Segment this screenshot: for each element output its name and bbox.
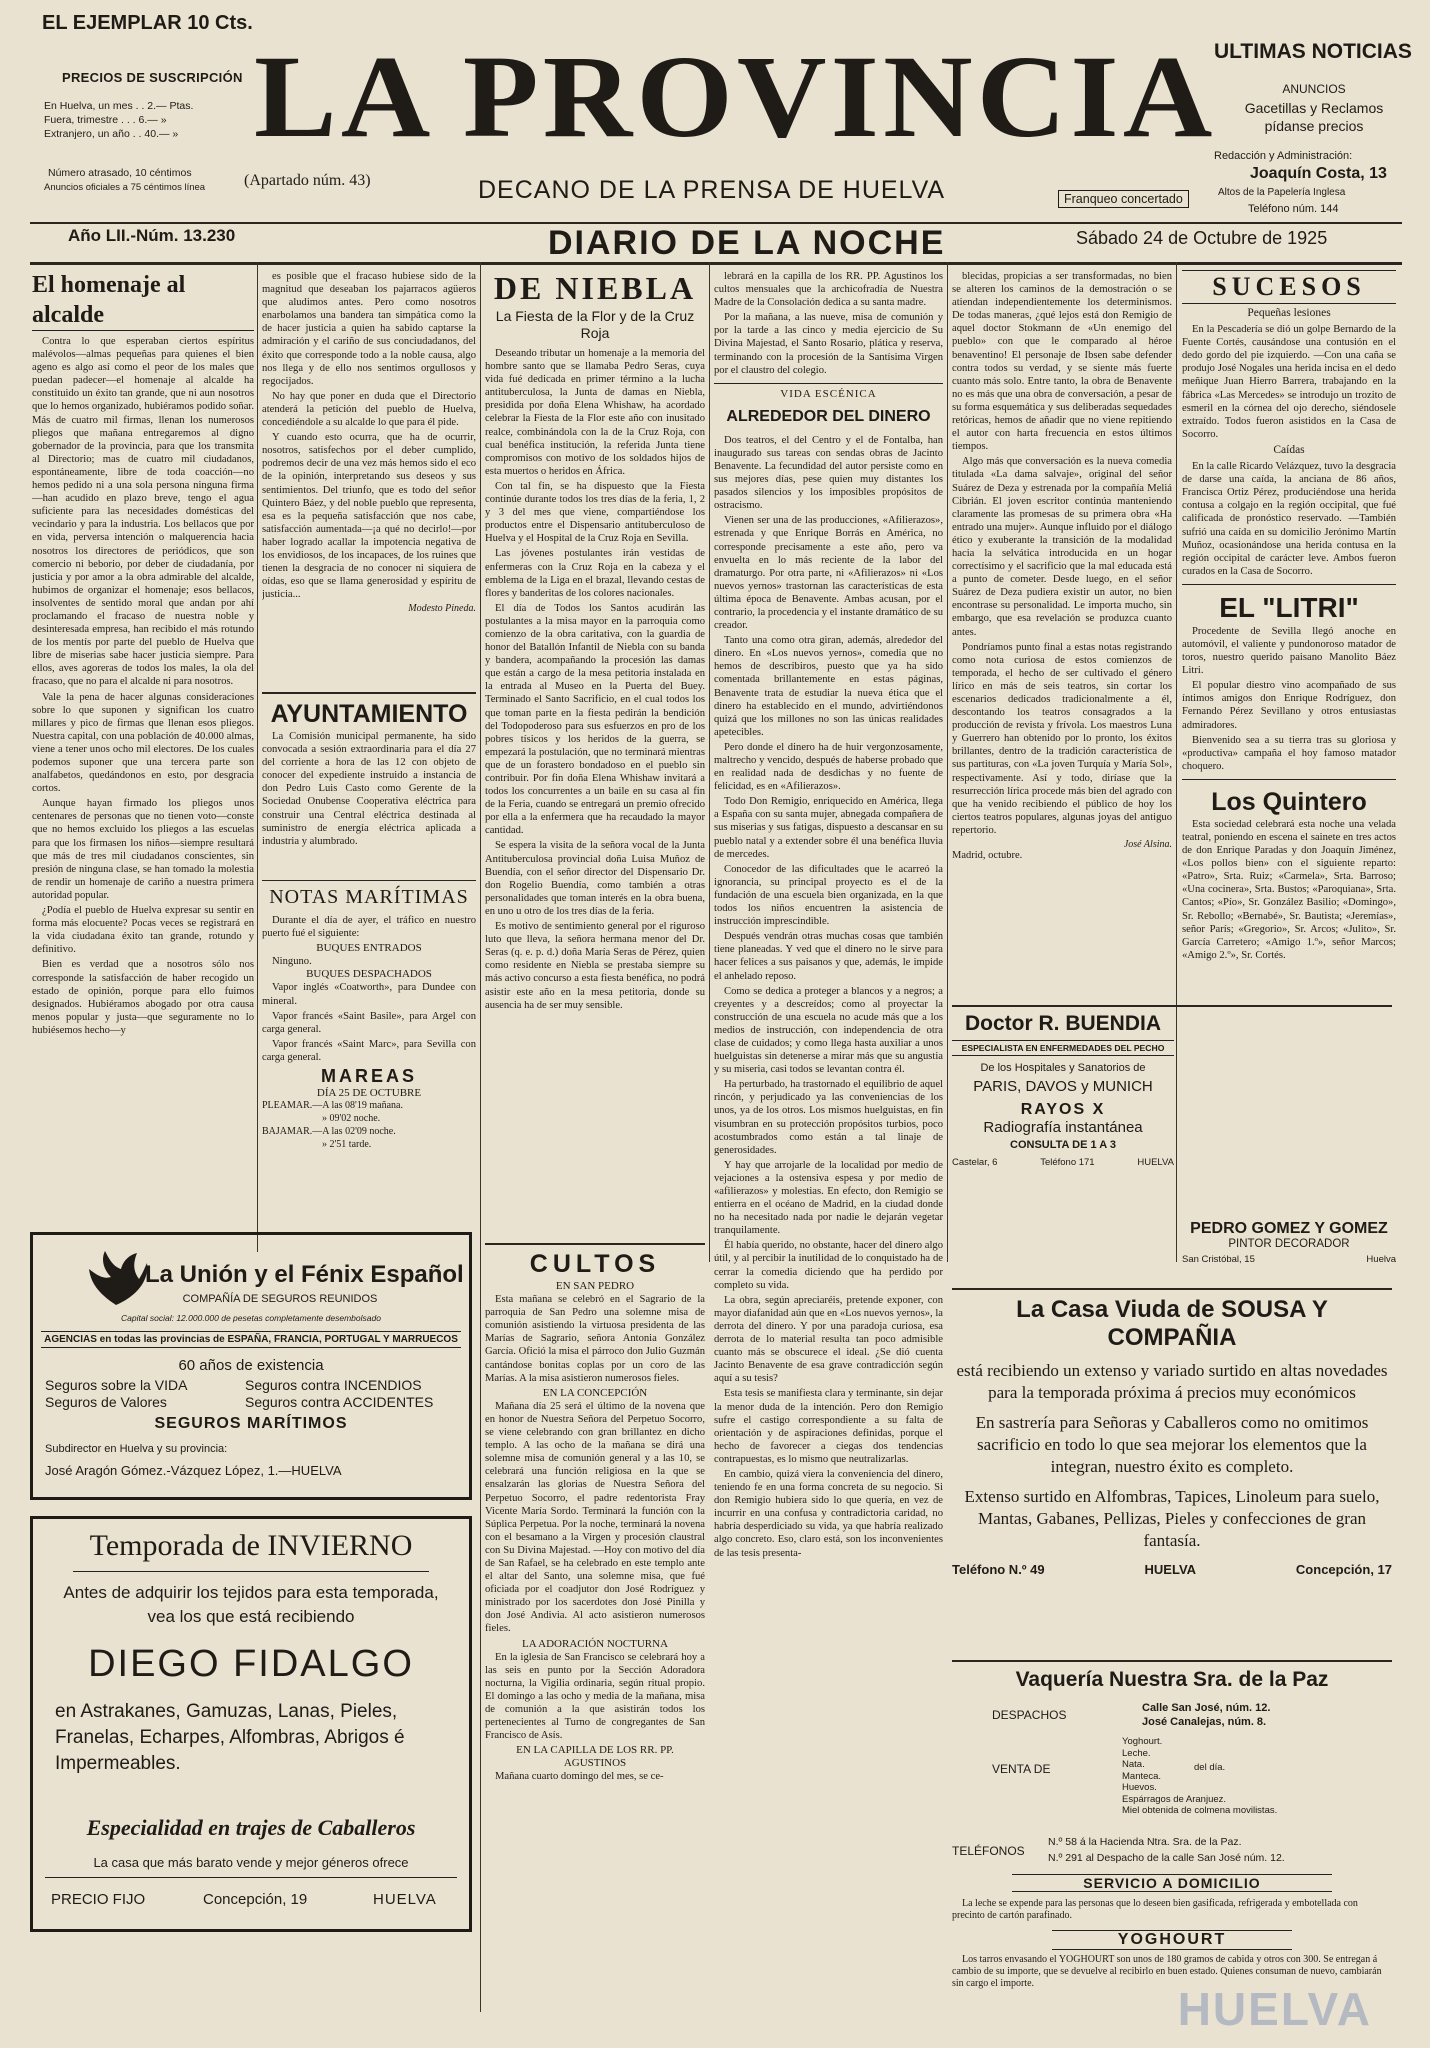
yoghourt-title: YOGHOURT [1052, 1930, 1292, 1950]
section-label: VIDA ESCÉNICA [780, 387, 877, 400]
article-paragraph: Y cuando esto ocurra, que ha de ocurrir, nosotros, satisfechos por el deber cumplido, podremos decir de una vez más hemos sido el eco de la opinión, interpretando sus deseos y sus sentimientos. Del triunfo, que es todo del señor Quintero Báez, y del noble pueblo que representa, esa es la pequeña satisfacción que nos cabe, satisfacción aumentada—¡a qué no decirlo!—por haber logrado acallar la impotencia negativa de los envidiosos, de los incapaces, de los ruines que tienen la desgracia de no conocer ni siquiera de oídas, eso que se llama generosidad y espíritu de justicia... [262, 432, 476, 601]
subscription-line: Fuera, trimestre . . . 6.— » [44, 114, 167, 126]
subheading: LA ADORACIÓN NOCTURNA [521, 1637, 669, 1650]
section-title: Los Quintero [1211, 787, 1367, 816]
article-paragraph: Vale la pena de hacer algunas consideraciones sobre lo que suponen y significan los cuatro millares y pico de firmas que llenan esos pliegos. Nuestra capital, con una población de 40.000 almas, viene a tener unos ocho mil electores. De los cuales podemos suponer que una tercera parte son analfabetos, quedándonos en esto, por desgracia cortos. [32, 691, 254, 795]
sousa-phone: Teléfono N.º 49 [952, 1562, 1045, 1577]
tide-row: » 2'51 tarde. [322, 1139, 372, 1151]
article-paragraph: Mañana día 25 será el último de la novena que en honor de Nuestra Señora del Perpetuo Socorro, se viene celebrando con gran brillantez en dicho templo. A las ocho de la mañana se dirá una solemne misa de comunión general y a las 10, se celebrará una función religiosa en la que se ensalzarán las glorias de Nuestra Señora del Perpetuo Socorro, el padre redentorista Fray Vicente María Sordo. Terminará la función con la Súplica Perpetua. Por la noche, terminará la novena con el besamano a la Virgen y procesión claustral con Su Divina Majestad. —Hoy con motivo del día de San Rafael, se ha celebrado en este templo ante el altar del Santo, una solemne misa, que fué oficiada por el coadjutor don José Rodríguez y ministrado por los sacerdotes don José Pinilla y don José Andivia. Al acto asistieron numerosos fieles. [485, 1400, 705, 1635]
sousa-paragraph: Extenso surtido en Alfombras, Tapices, Linoleum para suelo, Mantas, Gabanes, Pellizas, Pieles y confecciones de gran fantasía. [964, 1487, 1380, 1550]
sousa-title: La Casa Viuda de SOUSA Y COMPAÑIA [1016, 1296, 1328, 1351]
insurer-name: La Unión y el Fénix Español [145, 1261, 464, 1288]
vaqueria-phones-label: TELÉFONOS [952, 1844, 1025, 1858]
year-number: Año LII.-Núm. 13.230 [68, 226, 236, 245]
newspaper-title: LA PROVINCIA [254, 31, 1217, 162]
subtitle: DIARIO DE LA NOCHE [548, 224, 946, 262]
insurance-line: Seguros contra INCENDIOS [245, 1377, 422, 1393]
section-title: EL "LITRI" [1219, 591, 1359, 623]
union-fenix-ad [30, 1232, 472, 1500]
section-title: SUCESOS [1182, 270, 1396, 304]
article-paragraph: Vapor inglés «Coatworth», para Dundee con mineral. [262, 982, 476, 1007]
subheading: EN LA CONCEPCIÓN [542, 1386, 648, 1399]
subscription-title: PRECIOS DE SUSCRIPCIÓN [62, 70, 243, 85]
article-paragraph: El popular diestro vino acompañado de sus íntimos amigos don Enrique Rodríguez, don Fernando Pérez Sevillano y otros entusiastas admiradores. [1182, 680, 1396, 731]
article-paragraph: Durante el día de ayer, el tráfico en nuestro puerto fué el siguiente: [262, 915, 476, 940]
tide-row: PLEAMAR.—A las 08'19 mañana. [262, 1100, 403, 1112]
sousa-paragraph: está recibiendo un extenso y variado surtido en altas novedades para la temporada próxima á precios muy económicos [956, 1361, 1388, 1402]
article-paragraph: Esta tesis se manifiesta clara y terminante, sin dejar la menor duda de la intención. Pero don Remigio sufre el castigo correspondiente a su falta de orientación y de aspiraciones definidas, porque el hecho de favorecer a ciegas dos tendencias contrapuestas, es lo mismo que neutralizarlas. [714, 1388, 943, 1465]
article-title: DE NIEBLA [493, 270, 697, 306]
fidalgo-title: Temporada de INVIERNO [89, 1529, 413, 1562]
doctor-address: Castelar, 6 [952, 1157, 998, 1168]
official-notices-price: Anuncios oficiales a 75 céntimos línea [44, 182, 206, 193]
vaqueria-venta-label: VENTA DE [992, 1762, 1051, 1776]
tide-row: » 09'02 noche. [322, 1113, 381, 1125]
article-paragraph: Y hay que arrojarle de la localidad por medio de vejaciones a la ostensiva espesa y por medio de «afilierazos» y molestias. En efecto, don Remigio se entierra en el océano de Madrid, en la ciudad donde no ha necesitado nada por nadie le dejarán vegetar tranquilamente. [714, 1159, 943, 1237]
insurer-capital: Capital social: 12.000.000 de pesetas completamente desembolsado [121, 1313, 381, 1323]
article-paragraph: Mañana cuarto domingo del mes, se ce- [495, 1771, 664, 1783]
article-paragraph: Bien es verdad que a nosotros sólo nos corresponde la satisfacción de haber recogido un estado de opinión, porque para ello fuimos designados. Hubiéramos abogado por otra causa menos popular y justa—que seguramente no lo hubiésemos hecho—y [32, 959, 254, 1036]
sousa-paragraph: En sastrería para Señoras y Caballeros como no omitimos sacrificio en todo lo que sea mejorar los elementos que la integran, nuestro éxito es completo. [975, 1413, 1369, 1476]
fidalgo-specialty: Especialidad en trajes de Caballeros [86, 1815, 416, 1840]
address-note: Altos de la Papelería Inglesa [1218, 187, 1346, 198]
article-paragraph: Tanto una como otra giran, además, alrededor del dinero. En «Los nuevos yernos», comedia que no hemos de describiros, puesto que ya ha sido comentada brillantemente en estas páginas, Benavente trata de estudiar la nueva ética que el dinero ha establecido en el mundo, advirtiéndonos quizá que los millones no son las únicas realidades apetecibles. [714, 635, 943, 738]
article-paragraph: Deseando tributar un homenaje a la memoria del hombre santo que se llamaba Pedro Seras, cuya vida fué dedicada en primer término a la lucha antituberculosa, la Junta de damas en Niebla, presidida por doña Elena Whishaw, ha acordado celebrar la Fiesta de la Flor este año con inusitado realce, combinándola con la de la Cruz Roja, con cual benéfica institución, la referida Junta tiene compromisos con motivo de los soldados hijos de esta muertos o heridos en África. [485, 348, 705, 477]
copy-price: EL EJEMPLAR 10 Cts. [42, 12, 253, 34]
doctor-specialty: ESPECIALISTA EN ENFERMEDADES DEL PECHO [952, 1040, 1174, 1056]
vaqueria-title: Vaquería Nuestra Sra. de la Paz [1015, 1668, 1329, 1691]
article-paragraph: Esta sociedad celebrará esta noche una velada teatral, poniendo en escena el sainete en tres actos de don Enrique Paradas y don Joaquín Jiménez, «Los pollos bien» con el siguiente reparto: «Patro», Srta. Ruiz; «Carmela», Srta. Barroso; «Una cocinera», Srta. Bustos; «Paroquiana», Srta. Cantos; «Pío», Sr. González Basilio; «Domingo», Sr. Rebollo; «Bernabé», Sr. Bautista; «Jeremías», señor París; «Gregorio», Sr. Arcos; «Julito», Sr. García Carretero; «Amigo 1.º», señor Marcos; «Amigo 2.º», Sr. Cortés. [1182, 818, 1396, 961]
tides-date: DÍA 25 DE OCTUBRE [316, 1087, 422, 1100]
article-paragraph: La Comisión municipal permanente, ha sido convocada a sesión extraordinaria para el día 27 del corriente a hora de las 12 con objeto de conocer del expediente instruido a instancia de don Pedro Luis Casto como Gerente de la Sociedad Onubense Cooperativa eléctrica para construir una Central eléctrica destinada al suministro de energía eléctrica aplicada a industria y alumbrado. [262, 731, 476, 847]
article-paragraph: Aunque hayan firmado los pliegos unos centenares de personas que no tienen voto—conste que no hemos excluido los pliegos a las escuelas para que los firmasen los niños—siempre resultará que más de tres mil ciudadanos conscientes, sin presión de ninguna clase, se han tomado la molestia de rendir un homenaje de cariño a nuestra primera autoridad popular. [32, 798, 254, 901]
subscription-line: En Huelva, un mes . . 2.— Ptas. [44, 100, 194, 112]
tide-row: BAJAMAR.—A las 02'09 noche. [262, 1126, 396, 1138]
painter-name: PEDRO GOMEZ Y GOMEZ [1190, 1220, 1388, 1237]
article-paragraph: Contra lo que esperaban ciertos espíritus malévolos—almas pequeñas para quienes el bien ageno es algo así como el peor de los males que puedan padecer—el homenaje al alcalde ha constituido un éxito tan grande, que ni aun nosotros que lo hemos organizado, hubiéramos podido soñar. Más de cuatro mil firmas, llenan los numerosos pliegos que mañana entregaremos al digno gobernador de la provincia, para que los transmita al Directorio; mas de cuatro mil ciudadanos, espontáneamente, libre de toda coacción—no hemos pedido ni a una sola persona ninguna firma—han acudido en plazo breve, tengo el agua suficiente para las necesidades domésticas del vecindario y para la industria. Los bellacos que por en vida, perversa intención o malquerencia hacia nosotros los directores de periódicos, que son comercio ni beborio, por deber de ciudadanía, por justicia y por amor a la obra admirable del alcalde, hubimos de organizar el homenaje; esos bellacos, insolventes de sentido moral que andan por ahí proclamando el fracaso de nuestra noble y desinteresada empresa, han recibido el más rotundo de los mentís por parte del pueblo de Huelva que libre de miserias sabe hacer justicia siempre. Para ellos, aves agoreras de todos los males, la ola del fracaso, que no para el alcalde ni para nosotros. [32, 336, 254, 688]
article-paragraph: Vienen ser una de las producciones, «Afilierazos», estrenada y que Enrique Borrás en América, no corresponde precisamente a este año, pero va envuelta en lo más reciente de la labor del dramaturgo. Por otra parte, ni «Afilierazos» ni «Los nuevos yernos» trastornan las características de esta última época de Benavente. Ambas acusan, por el contrario, la procedencia y el instante dramático de su creador. [714, 515, 943, 632]
fidalgo-cheap: La casa que más barato vende y mejor géneros ofrece [93, 1855, 409, 1870]
article-paragraph: Con tal fin, se ha dispuesto que la Fiesta continúe durante todos los tres días de la feria, 1, 2 y 3 del mes que viene, compartiéndose los productos entre el Dispensario antituberculoso de Huelva y el Hospital de la Cruz Roja en Sevilla. [485, 480, 705, 545]
article-paragraph: En la Pescadería se dió un golpe Bernardo de la Fuente Cortés, causándose una contusión en el dedo gordo del pie izquierdo. —Con una caña se produjo José Nogales una herida incisa en el dedo meñique Juan Hierro Barrera, trabajando en la fábrica «Las Mercedes» se introdujo un trozito de esmeril en la córnea del ojo derecho, siéndosele extraído. Todos fueron asistidos en la Casa de Socorro. [1182, 324, 1396, 440]
article-paragraph: Es motivo de sentimiento general por el riguroso luto que lleva, la señora hermana menor del Dr. Seras (q. e. p. d.) doña María Seras de Pérez, quien como residente en Niebla se prestaba siempre su más activo concurso a esta fiesta benéfica, no podrá asistir este año en la mesa petitoria, donde su ausencia ha de ser muy sensible. [485, 921, 705, 1011]
ads-label: ANUNCIOS [1282, 82, 1346, 96]
article-paragraph: Dos teatros, el del Centro y el de Fontalba, han inaugurado sus tareas con sendas obras de Jacinto Benavente. La fecundidad del autor persiste como en sus mejores días, pese quien muy distantes los pasados silencios y los imposibles propósitos de ostracismo. [714, 434, 943, 512]
subscription-line: Extranjero, un año . . 40.— » [44, 128, 179, 140]
vaqueria-product: Miel obtenida de colmena movilistas. [1122, 1805, 1278, 1816]
article-title: El homenaje al alcalde [32, 270, 254, 331]
archive-watermark: HUELVA [1177, 1983, 1372, 2035]
vaqueria-product: Leche. [1122, 1747, 1151, 1759]
ads-line: pídanse precios [1264, 118, 1364, 134]
article-paragraph: Vapor francés «Saint Marc», para Sevilla con carga general. [262, 1038, 476, 1063]
article-paragraph: es posible que el fracaso hubiese sido de la magnitud que deseaban los pajarracos agüeros que aludimos antes. Pero como nosotros enarbolamos una bandera tan simpática como la de hacer justicia a quien ha sabido captarse la admiración y el cariño de sus conciudadanos, del éxito que corresponde todo a la noble causa, algo nos llega y de ello nos sentimos orgullosos y regocijados. [262, 271, 476, 387]
doctor-phone: Teléfono 171 [1040, 1157, 1095, 1168]
sousa-address: Concepción, 17 [1295, 1562, 1392, 1577]
article-paragraph: blecidas, propicias a ser transformadas, no bien se alteren los caminos de la demostración o se atiendan independientemente los determinismos. De todas maneras, ¿qué lejos está don Remigio de aquel doctor Stokmann de «Un enemigo del pueblo» con que le comparado al héroe benaventino! El personaje de Ibsen sabe defender contra todos su verdad, y se siente más fuerte cuanto más solo. Entre tanto, la obra de Benavente no es más que una obra de conversación, a pesar de su forma esquemática y sus deliberadas sequedades retóricas, hemos de añadir que no viene repitiendo el autor con harta frecuencia en estos últimos tiempos. [952, 271, 1172, 453]
article-paragraph: Él había querido, no obstante, hacer del dinero algo útil, y al percibir la inutilidad de lo conquistado ha de cerrar la comedia diciendo que ha perdido por completo su vida. [714, 1240, 943, 1291]
insurer-subtitle: COMPAÑÍA DE SEGUROS REUNIDOS [182, 1293, 378, 1305]
signature: Modesto Pineda. [408, 603, 476, 615]
subheading: EN SAN PEDRO [555, 1280, 635, 1292]
article-paragraph: Las jóvenes postulantes irán vestidas de enfermeras con la Cruz Roja en la cabeza y el emblema de la Liga en el brazal, llevando cestas de flores y banderitas de los colores nacionales. [485, 548, 705, 599]
article-paragraph: ¿Podía el pueblo de Huelva expresar su sentir en forma más elocuente? Pocas veces se registrará en la vida ciudadana éxito tan grande, rotundo y definitivo. [32, 905, 254, 956]
article-paragraph: Pero donde el dinero ha de huir vergonzosamente, maltrecho y vencido, después de haberse probado que en realidad nada de desdichas y no fuente de felicidad, es en «Afilierazos». [714, 741, 943, 793]
vaqueria-despachos-label: DESPACHOS [992, 1708, 1067, 1722]
article-paragraph: No hay que poner en duda que el Directorio atenderá la petición del pueblo de Huelva, concediéndole a su alcalde lo que para él pide. [262, 390, 476, 429]
vaqueria-phone: N.º 58 á la Hacienda Ntra. Sra. de la Paz. [1048, 1836, 1242, 1848]
fidalgo-city: HUELVA [373, 1891, 437, 1908]
vaqueria-service-text: La leche se expende para las personas que lo deseen bien gasificada, refrigerada y embotellada con precinto de cartón parafinado. [952, 1898, 1358, 1921]
article-paragraph: Bienvenido sea a su tierra tras su gloriosa y «productiva» campaña el hoy famoso matador choquero. [1182, 734, 1396, 772]
article-paragraph: Ha perturbado, ha trastornado el equilibrio de aquel rincón, y perjudicado ya las conveniencias de los unos, ya de los otros. Los mismos huelguistas, en fin visumbran en su protección propósitos turbios, poco acostumbrados como están a tal linaje de generosidades. [714, 1079, 943, 1156]
tides-title: MAREAS [320, 1066, 417, 1087]
fidalgo-name: DIEGO FIDALGO [88, 1643, 414, 1685]
article-paragraph: Pondríamos punto final a estas notas registrando como nota curiosa de estos comienzos de temporada, el hecho de ser cultivado el género lírico en más de seis teatros, sin cortar los escenarios dedicados tradicionalmente a él, descontando los teatros consagrados a la producción de revista y frívola. Los maestros Luna y Guerrero han obtenido por lo pronto, los éxitos brillantes, dentro de la tradición característica de sus partituras, con «La joven Turquía y María Sol», respectivamente. Así y todo, diríase que la resurrección lírica procede más bien del agrado con que ha venido recibiendo el público de hoy los ciertos teatros populares, algunas joyas del antiguo repertorio. [952, 641, 1172, 836]
fidalgo-items: en Astrakanes, Gamuzas, Lanas, Pieles, Franelas, Echarpes, Alfombras, Abrigos é Impermeables. [55, 1701, 405, 1774]
fidalgo-ad [30, 1516, 472, 1932]
ads-line: Gacetillas y Reclamos [1244, 100, 1384, 116]
dateline: Madrid, octubre. [952, 850, 1023, 862]
doctor-radiography: Radiografía instantánea [983, 1119, 1143, 1136]
tagline: DECANO DE LA PRENSA DE HUELVA [478, 176, 946, 204]
address: Joaquín Costa, 13 [1250, 165, 1387, 182]
doctor-xray: RAYOS X [1020, 1101, 1106, 1118]
vaqueria-product: Manteca. [1122, 1770, 1162, 1782]
subheading: BUQUES DESPACHADOS [306, 968, 432, 981]
painter-city: Huelva [1366, 1254, 1396, 1265]
admin-label: Redacción y Administración: [1214, 150, 1353, 162]
article-paragraph: Como se dedica a proteger a blancos y a negros; a creyentes y a descreídos; como al proyectar la construcción de una escuela no acude más que a los medios de instrucción, con independencia de otra clase de cuidados; y como llega hasta auxiliar a unos huelguistas sin detenerse a mirar más que su angustia y su miseria, casi todos se levantan contra él. [714, 985, 943, 1076]
franking-stamp: Franqueo concertado [1058, 190, 1189, 208]
section-title: AYUNTAMIENTO [270, 700, 468, 728]
section-title: CULTOS [529, 1250, 661, 1278]
issue-date: Sábado 24 de Octubre de 1925 [1076, 228, 1328, 248]
insurance-line: Seguros de Valores [45, 1394, 167, 1410]
doctor-consult: CONSULTA DE 1 A 3 [1010, 1139, 1116, 1151]
article-paragraph: Conocedor de las dificultades que le acarreó la ignorancia, su principal proyecto es el de la fundación de una escuela bien organizada, en la que todos los niños encuentren la asistencia de instrucción imprescindible. [714, 863, 943, 928]
article-paragraph: El día de Todos los Santos acudirán las postulantes a la misa mayor en la parroquia como comienzo de la obra caritativa, con la guardia de honor del Batallón Infantil de Niebla con su banda y bandera, acompañando la procesión las damas que están a cargo de la mesa petitoria instalada en la entrada al Museo en la Puerta del Buey. Terminado el Santo Sacrificio, en el cual todos los que toman parte en la fiesta pedirán la bendición del Todopoderoso para sus esfuerzos en pro de los pobres tísicos y los heridos de la guerra, se empezará la postulación, que no terminará mientras que de un forastero bondadoso en el pueblo sin contribuir. Por fin doña Elena Whishaw invitará a todos los concurrentes a un baile en su casa al fin de la Feria, cuando se entregará un premio ofrecido por ella a la enfermera que ha recaudado la mayor cantidad. [485, 602, 705, 837]
article-title: ALREDEDOR DEL DINERO [726, 407, 931, 425]
vaqueria-despacho: Calle San José, núm. 12. [1142, 1702, 1271, 1714]
article-text: Ninguno. [272, 956, 312, 968]
subheading: BUQUES ENTRADOS [316, 942, 422, 955]
vaqueria-product: Yoghourt. [1122, 1736, 1163, 1747]
sousa-city: HUELVA [1144, 1562, 1197, 1577]
yoghourt-text: Los tarros envasando el YOGHOURT son unos de 180 gramos de cabida y otros con 300. Se entregan á cambio de su importe, que se devuelve al recibirlo en buen estado. Quienes consuman de nuevo, cambiarán sin cargo el importe. [952, 1954, 1382, 1989]
article-paragraph: Vapor francés «Saint Basile», para Argel con carga general. [262, 1010, 476, 1035]
subheading: EN LA CAPILLA DE LOS RR. PP. AGUSTINOS [516, 1744, 674, 1770]
insurer-subdirector: Subdirector en Huelva y su provincia: [45, 1443, 228, 1455]
doctor-hospitals: De los Hospitales y Sanatorios de [980, 1062, 1146, 1074]
vaqueria-product: Nata. [1122, 1759, 1145, 1770]
vaqueria-phone: N.º 291 al Despacho de la calle San José núm. 12. [1048, 1852, 1285, 1864]
insurance-line: Seguros sobre la VIDA [45, 1377, 188, 1393]
article-paragraph: Por la mañana, a las nueve, misa de comunión y por la tarde a las cinco y media ejercicio de Su Divina Majestad, el Santo Rosario, plática y reserva, terminando con la procesión de la Santísima Virgen por el claustro del colegio. [714, 312, 943, 376]
phone: Teléfono núm. 144 [1248, 203, 1339, 215]
vaqueria-service: SERVICIO A DOMICILIO [1012, 1874, 1332, 1892]
po-box: (Apartado núm. 43) [244, 172, 371, 189]
article-paragraph: En cambio, quizá viera la conveniencia del dinero, teniendo fe en una forma concreta de su negocio. Si don Remigio hubiera sido lo que quería, en vez de incurrir en una confusa y contradictoria caridad, no habría desperdiciado su vida, ya que habría realizado algo concreto. Eso, claro está, son los inconvenientes de las tesis presenta- [714, 1468, 943, 1559]
vaqueria-product: Huevos. [1122, 1782, 1157, 1793]
article-paragraph: Esta mañana se celebró en el Sagrario de la parroquia de San Pedro una solemne misa de comunión asistiendo la virtuosa presidenta de las Marías de Sagrario, señora Antonia González García. Ofició la misa el párroco don Julio Guzmán cantándose bonitas coplas por un coro de las Marías. A la misa asistieron numerosos fieles. [485, 1294, 705, 1384]
subheading: Pequeñas lesiones [1247, 307, 1331, 319]
back-issue-price: Número atrasado, 10 céntimos [48, 167, 192, 179]
article-paragraph: En la calle Ricardo Velázquez, tuvo la desgracia de darse una caída, la anciana de 86 años, Francisca Ortiz Pérez, produciéndose una herida contusa a colgajo en la región occipital, que fué calificada de pronóstico reservado. —También sufrió una caída en su domicilio Jerónimo Martín Muñoz, ocasionándose una herida contusa en la región occipital de carácter leve. Ambos fueron curados en la Casa de Socorro. [1182, 461, 1396, 577]
article-paragraph: La obra, según apreciaréis, pretende exponer, con mayor diafanidad aún que en «Los nuevos yernos», la derrota del dinero. Y por una paradoja curiosa, esa derrota de lo material resulta tan poco admisible cuanto más se obscurece el ideal. ¿Se dió cuenta Jacinto Benavente de esa grave contradicción según aquí a su tesis? [714, 1294, 943, 1385]
section-title: NOTAS MARÍTIMAS [269, 886, 469, 908]
painter-trade: PINTOR DECORADOR [1228, 1238, 1350, 1250]
article-paragraph: Después vendrán otras muchas cosas que también tiene planeadas. Y ved que el dinero no le sirve para hacer felices a sus paisanos y que, además, le impide el anhelado reposo. [714, 931, 943, 982]
article-subtitle: La Fiesta de la Flor y de la Cruz Roja [495, 308, 695, 341]
phoenix-icon [81, 1249, 151, 1309]
insurer-agencies: AGENCIAS en todas las provincias de ESPAÑA, FRANCIA, PORTUGAL Y MARRUECOS [41, 1331, 461, 1348]
doctor-name: Doctor R. BUENDIA [964, 1012, 1161, 1035]
article-paragraph: Todo Don Remigio, enriquecido en América, llega a España con su santa mujer, abnegada compañera de sus miserias y sus fatigas, dispuesto a descansar en su pueblo natal y a extender sobre él una benéfica lluvia de mercedes. [714, 796, 943, 860]
article-paragraph: lebrará en la capilla de los RR. PP. Agustinos los cultos mensuales que la archicofradía de Nuestra Madre de la Consolación dedica a su santa madre. [714, 271, 943, 309]
article-paragraph: Procedente de Sevilla llegó anoche en automóvil, el valiente y pundonoroso matador de toros, nuestro querido paisano Manolito Báez Litri. [1182, 625, 1396, 677]
doctor-city: HUELVA [1137, 1157, 1174, 1168]
fidalgo-intro: Antes de adquirir los tejidos para esta temporada, vea los que está recibiendo [63, 1583, 439, 1626]
insurer-agent: José Aragón Gómez.-Vázquez López, 1.—HUELVA [45, 1463, 342, 1478]
fidalgo-address: Concepción, 19 [203, 1891, 308, 1908]
vaqueria-venta-note: del día. [1194, 1762, 1226, 1773]
insurance-line: Seguros contra ACCIDENTES [245, 1394, 434, 1410]
signature: José Alsina. [1123, 839, 1172, 851]
doctor-cities: PARIS, DAVOS y MUNICH [973, 1078, 1153, 1095]
fidalgo-fixed-price: PRECIO FIJO [51, 1891, 146, 1908]
painter-address: San Cristóbal, 15 [1182, 1254, 1255, 1265]
insurer-years: 60 años de existencia [178, 1357, 324, 1374]
article-paragraph: Algo más que conversación es la nueva comedia titulada «La dama salvaje», original del señor Suárez de Deza y estrenada por la compañía Meliá Cibrián. El joven escritor continúa manteniendo claramente las promesas de su primera obra «Ha entrado una mujer». Aunque influido por el diálogo ético y exuberante la transición de la modalidad hacia la selvática introducida en un hogar correctísimo y el sacrificio que la mal educada está a punto de cometer. Desde luego, en el señor Suárez de Deza pudiera existir un autor, no bien encontrase su personalidad. Le importa mucho, sin embargo, que esa revelación se produzca cuanto antes. [952, 456, 1172, 638]
vaqueria-product: Espárragos de Aranjuez. [1122, 1793, 1227, 1805]
article-paragraph: En la iglesia de San Francisco se celebrará hoy a las seis en punto por la Sección Adoradora nocturna, la Vigilia ordinaria, según ritual propio. El domingo a las ocho y media de la mañana, misa de comunión a la que asistirán todos los pertenecientes al Turno de congregantes de San Francisco de Asís. [485, 1651, 705, 1742]
article-paragraph: Se espera la visita de la señora vocal de la Junta Antituberculosa provincial doña Luisa Muñoz de Buendía, con el señor director del Dispensario Dr. don Rogelio Buendía, como también a otras personalidades que toman interés en la obra buena, en uno u otro de los tres días de la feria. [485, 840, 705, 917]
vaqueria-despacho: José Canalejas, núm. 8. [1142, 1716, 1267, 1728]
latest-news-heading: ULTIMAS NOTICIAS [1214, 40, 1412, 63]
subheading: Caídas [1273, 443, 1305, 456]
insurance-maritime: SEGUROS MARÍTIMOS [154, 1415, 348, 1432]
